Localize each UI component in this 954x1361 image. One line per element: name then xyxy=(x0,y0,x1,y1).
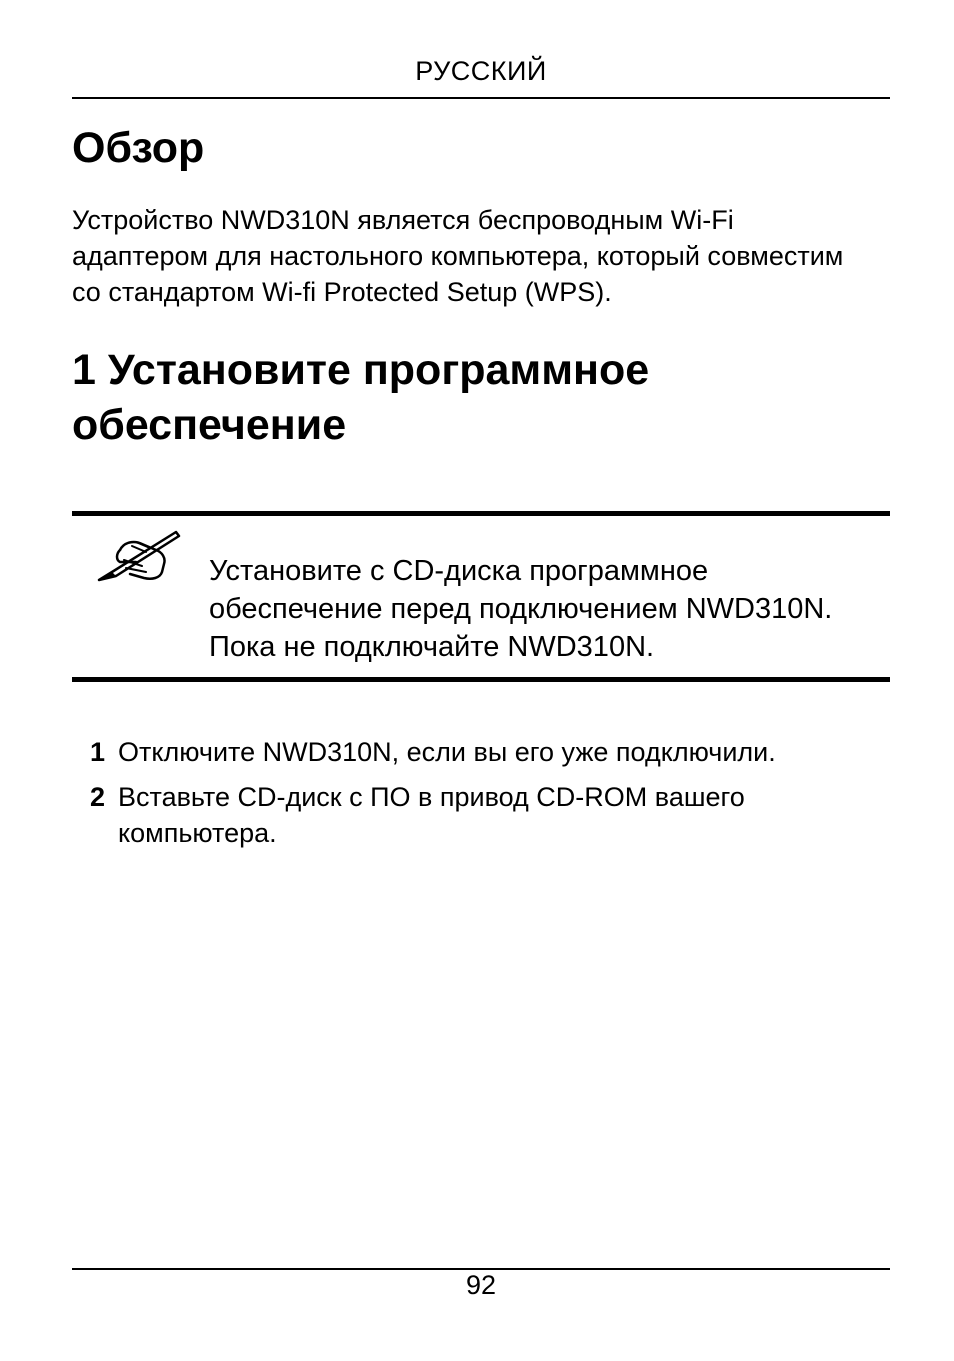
step-number: 1 xyxy=(90,737,106,767)
step-number: 2 xyxy=(90,782,106,812)
step-text: Вставьте CD-диск с ПО в привод CD-ROM вашего компьютера. xyxy=(118,782,745,848)
header-language: РУССКИЙ xyxy=(415,56,547,86)
header-rule xyxy=(72,97,890,99)
pen-hand-note-icon xyxy=(96,528,182,586)
step-text: Отключите NWD310N, если вы его уже подключили. xyxy=(118,737,776,767)
step-list xyxy=(72,734,890,860)
overview-body: Устройство NWD310N является беспроводным Wi-Fi адаптером для настольного компьютера, который совместим со стандартом Wi-fi Protected Setup (WPS). xyxy=(72,205,844,307)
note-bottom-rule xyxy=(72,677,890,682)
note-top-rule xyxy=(72,511,890,516)
page-number: 92 xyxy=(465,1270,497,1300)
note-text: Установите с CD-диска программное обеспечение перед подключением NWD310N. Пока не подключайте NWD310N. xyxy=(209,555,833,663)
overview-title: Обзор xyxy=(72,124,205,172)
section-title: 1 Установите программное обеспечение xyxy=(72,346,650,449)
list-item xyxy=(72,779,890,851)
list-item xyxy=(72,734,890,770)
